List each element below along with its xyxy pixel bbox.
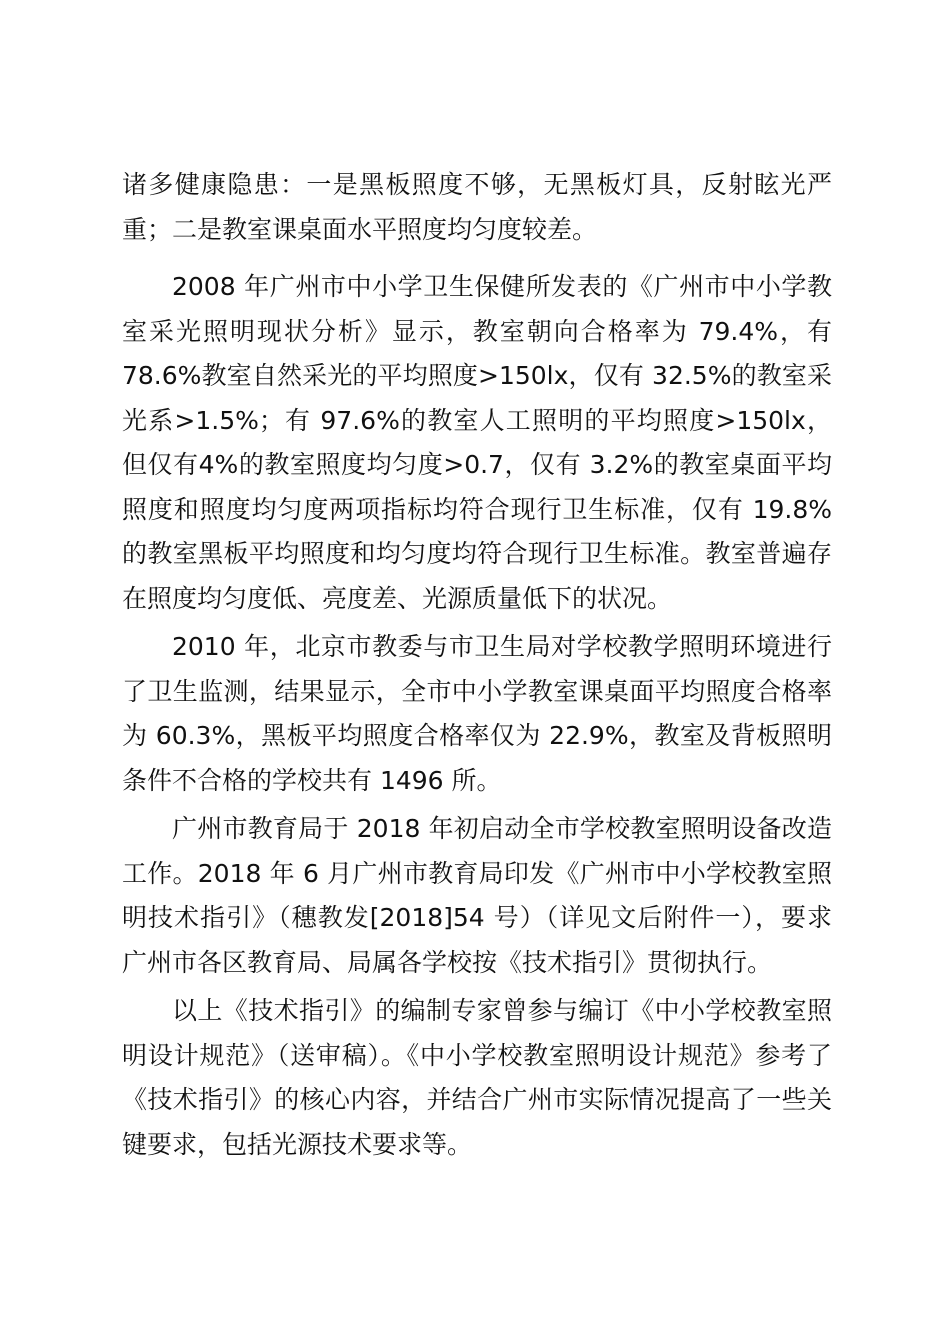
paragraph-design-standard: 以上《技术指引》的编制专家曾参与编订《中小学校教室照明设计规范》（送审稿）。《中小学校教室照明设计规范》参考了《技术指引》的核心内容，并结合广州市实际情况提高了一些关键要求，包括光源技术要求等。 — [122, 996, 832, 1159]
paragraph-continuation: 诸多健康隐患：一是黑板照度不够，无黑板灯具，反射眩光严重；二是教室课桌面水平照度均匀度较差。 — [122, 170, 832, 244]
paragraph-guangzhou-2018-retrofit: 广州市教育局于 2018 年初启动全市学校教室照明设备改造工作。2018 年 6 月广州市教育局印发《广州市中小学校教室照明技术指引》（穗教发[2018]54 号）（详见文后附件一），要求广州市各区教育局、局属各学校按《技术指引》贯彻执行。 — [122, 814, 832, 977]
paragraph-guangzhou-2008-survey: 2008 年广州市中小学卫生保健所发表的《广州市中小学教室采光照明现状分析》显示，教室朝向合格率为 79.4%，有 78.6%教室自然采光的平均照度>150lx，仅有 32.5%的教室采光系>1.5%；有 97.6%的教室人工照明的平均照度>150lx，但仅有4%的教室照度均匀度>0.7，仅有 3.2%的教室桌面平均照度和照度均匀度两项指标均符合现行卫生标准，仅有 19.8%的教室黑板平均照度和均匀度均符合现行卫生标准。教室普遍存在照度均匀度低、亮度差、光源质量低下的状况。 — [122, 272, 832, 613]
paragraph-beijing-2010-monitoring: 2010 年，北京市教委与市卫生局对学校教学照明环境进行了卫生监测，结果显示，全市中小学教室课桌面平均照度合格率为 60.3%，黑板平均照度合格率仅为 22.9%，教室及背板照明条件不合格的学校共有 1496 所。 — [122, 632, 832, 795]
body-text — [122, 163, 832, 1167]
